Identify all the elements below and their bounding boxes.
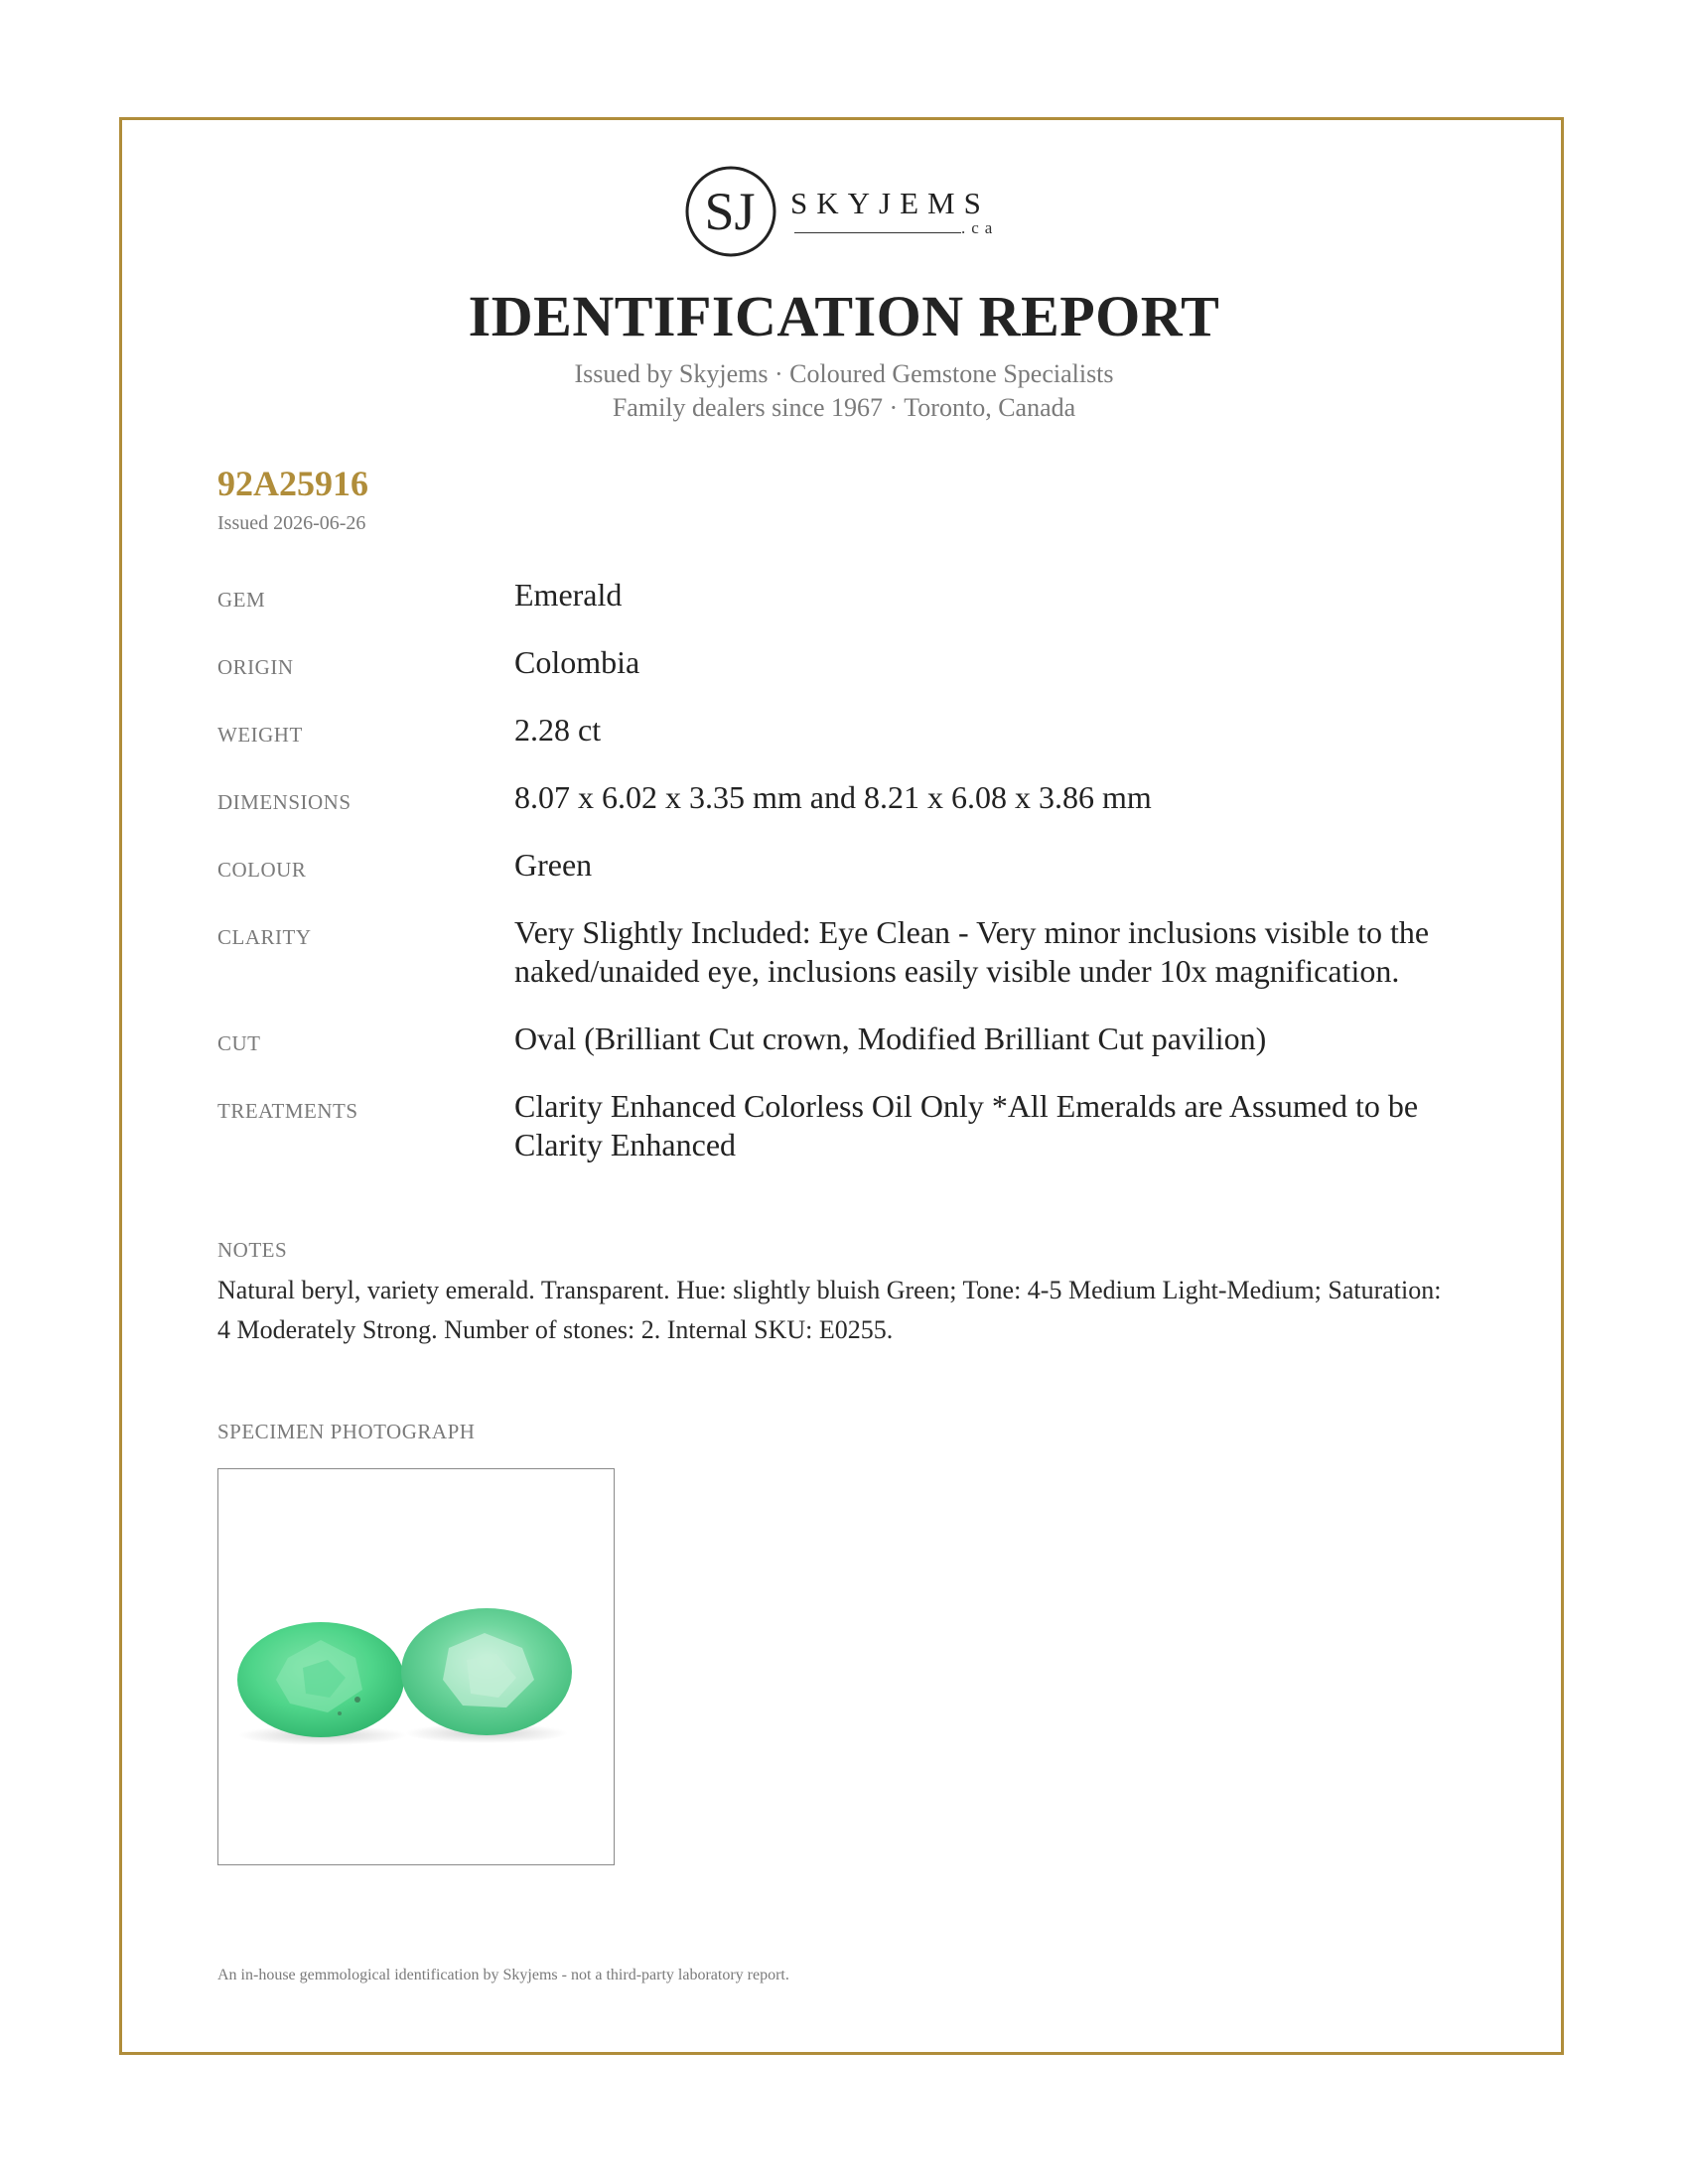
weight-label: WEIGHT — [217, 723, 303, 747]
colour-label: COLOUR — [217, 858, 307, 882]
clarity-value: Very Slightly Included: Eye Clean - Very minor inclusions visible to the naked/unaided eye, inclusions easily visible under 10x magnification. — [514, 914, 1430, 989]
emerald-pair-image — [218, 1469, 616, 1866]
dimensions-value: 8.07 x 6.02 x 3.35 mm and 8.21 x 6.08 x 3.86 mm — [514, 779, 1152, 815]
photo-label: SPECIMEN PHOTOGRAPH — [217, 1420, 476, 1443]
sj-monogram-icon — [683, 164, 778, 259]
notes-text: Natural beryl, variety emerald. Transparent. Hue: slightly bluish Green; Tone: 4-5 Medium Light-Medium; Saturation: 4 Moderately Strong. Number of stones: 2. Internal SKU: E0255. — [217, 1276, 1442, 1344]
cut-value: Oval (Brilliant Cut crown, Modified Brilliant Cut pavilion) — [514, 1021, 1267, 1056]
clarity-label: CLARITY — [217, 925, 312, 949]
report-number: 92A25916 — [217, 464, 368, 503]
disclaimer-footer: An in-house gemmological identification by Skyjems - not a third-party laboratory report. — [217, 1967, 789, 1983]
dimensions-label: DIMENSIONS — [217, 790, 352, 814]
issuer-line: Issued by Skyjems · Coloured Gemstone Specialists — [574, 359, 1114, 388]
report-title: IDENTIFICATION REPORT — [468, 284, 1220, 348]
skyjems-logo — [683, 164, 1021, 263]
brand-name: SKYJEMS — [790, 186, 990, 220]
treatments-value: Clarity Enhanced Colorless Oil Only *All Emeralds are Assumed to be Clarity Enhanced — [514, 1088, 1419, 1162]
treatments-label: TREATMENTS — [217, 1099, 358, 1123]
origin-value: Colombia — [514, 644, 640, 680]
weight-value: 2.28 ct — [514, 712, 602, 748]
dealer-line: Family dealers since 1967 · Toronto, Canada — [612, 393, 1076, 422]
cut-label: CUT — [217, 1031, 261, 1055]
colour-value: Green — [514, 847, 593, 883]
gem-label: GEM — [217, 588, 266, 612]
specimen-photo — [217, 1468, 615, 1865]
brand-tld: .ca — [961, 218, 999, 237]
issue-date: Issued 2026-06-26 — [217, 512, 366, 534]
gem-value: Emerald — [514, 577, 623, 613]
brand-rule — [794, 232, 961, 233]
notes-label: NOTES — [217, 1238, 288, 1262]
origin-label: ORIGIN — [217, 655, 294, 679]
svg-text:SJ: SJ — [704, 182, 756, 241]
